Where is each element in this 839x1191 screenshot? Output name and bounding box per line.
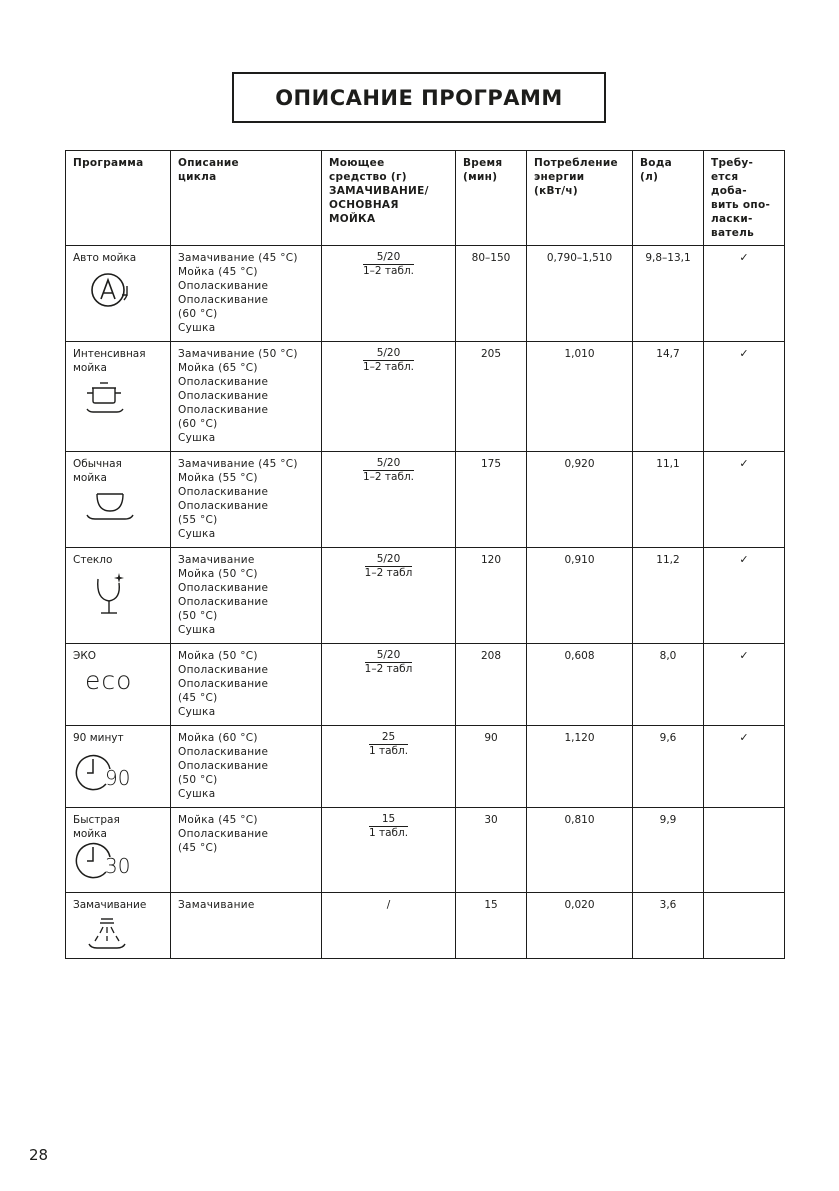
table-row <box>66 644 785 726</box>
program-cell <box>66 808 171 893</box>
rinse-cell: ✓ <box>704 246 785 342</box>
table-row <box>66 548 785 644</box>
energy-cell: 0,020 <box>527 893 633 959</box>
detergent-tablets: 1–2 табл <box>364 663 413 675</box>
detergent-amount: 5/20 <box>363 347 414 361</box>
program-cell <box>66 246 171 342</box>
detergent-cell <box>322 808 456 893</box>
detergent-fraction <box>369 813 408 840</box>
energy-cell: 0,810 <box>527 808 633 893</box>
description-cell: Замачивание (45 °C) Мойка (45 °C) Ополаскивание Ополаскивание (60 °C) Сушка <box>171 246 322 342</box>
program-cell <box>66 893 171 959</box>
time-cell: 120 <box>456 548 527 644</box>
program-cell <box>66 644 171 726</box>
table-row <box>66 342 785 452</box>
glass-icon <box>73 571 133 617</box>
detergent-tablets: 1 табл. <box>368 827 409 839</box>
water-cell: 14,7 <box>633 342 704 452</box>
program-cell <box>66 452 171 548</box>
table-header-row <box>66 151 785 246</box>
rinse-cell: ✓ <box>704 644 785 726</box>
program-name: ЭКО <box>73 650 97 662</box>
header-detergent: Моющее средство (г) ЗАМАЧИВАНИЕ/ ОСНОВНАЯ МОЙКА <box>322 151 456 246</box>
program-name: Авто мойка <box>73 252 137 264</box>
program-name: 90 минут <box>73 732 124 744</box>
program-name: Обычная мойка <box>73 458 122 484</box>
detergent-fraction <box>363 457 414 484</box>
water-cell: 9,8–13,1 <box>633 246 704 342</box>
detergent-amount: 15 <box>369 813 408 827</box>
description-cell: Замачивание Мойка (50 °C) Ополаскивание Ополаскивание (50 °C) Сушка <box>171 548 322 644</box>
programs-table <box>65 150 785 959</box>
pot-icon <box>73 379 143 415</box>
page-title: ОПИСАНИЕ ПРОГРАММ <box>232 72 606 123</box>
detergent-fraction <box>363 347 414 374</box>
rinse-cell <box>704 893 785 959</box>
energy-cell: 0,910 <box>527 548 633 644</box>
header-water: Вода (л) <box>633 151 704 246</box>
header-rinse: Требу- ется доба- вить опо- ласки- ватель <box>704 151 785 246</box>
detergent-cell: / <box>322 893 456 959</box>
rinse-cell <box>704 808 785 893</box>
detergent-cell <box>322 548 456 644</box>
table-row <box>66 246 785 342</box>
detergent-cell <box>322 246 456 342</box>
detergent-cell <box>322 342 456 452</box>
energy-cell: 0,920 <box>527 452 633 548</box>
detergent-amount: 5/20 <box>363 457 414 471</box>
detergent-fraction <box>365 553 413 580</box>
detergent-tablets: 1–2 табл. <box>362 265 415 277</box>
detergent-cell <box>322 452 456 548</box>
description-cell: Мойка (50 °C) Ополаскивание Ополаскивание (45 °C) Сушка <box>171 644 322 726</box>
water-cell: 9,9 <box>633 808 704 893</box>
description-cell: Замачивание <box>171 893 322 959</box>
table-row <box>66 452 785 548</box>
program-cell <box>66 548 171 644</box>
detergent-amount: 5/20 <box>365 553 413 567</box>
header-description: Описание цикла <box>171 151 322 246</box>
detergent-amount: 5/20 <box>363 251 414 265</box>
program-cell <box>66 726 171 808</box>
detergent-amount: 5/20 <box>365 649 413 663</box>
description-cell: Замачивание (50 °C) Мойка (65 °C) Ополаскивание Ополаскивание Ополаскивание (60 °C) Сушка <box>171 342 322 452</box>
time-cell: 208 <box>456 644 527 726</box>
table-row <box>66 726 785 808</box>
clock-90-label: 90 <box>105 766 131 790</box>
program-name: Интенсивная мойка <box>73 348 146 374</box>
table-row <box>66 893 785 959</box>
description-cell: Мойка (60 °C) Ополаскивание Ополаскивание (50 °C) Сушка <box>171 726 322 808</box>
rinse-cell: ✓ <box>704 452 785 548</box>
time-cell: 90 <box>456 726 527 808</box>
detergent-tablets: 1–2 табл <box>364 567 413 579</box>
detergent-cell <box>322 644 456 726</box>
rinse-cell: ✓ <box>704 548 785 644</box>
detergent-fraction <box>363 251 414 278</box>
detergent-cell <box>322 726 456 808</box>
detergent-tablets: 1–2 табл. <box>362 361 415 373</box>
page-number: 28 <box>29 1146 49 1164</box>
rinse-cell: ✓ <box>704 342 785 452</box>
time-cell: 30 <box>456 808 527 893</box>
time-cell: 205 <box>456 342 527 452</box>
table-row <box>66 808 785 893</box>
water-cell: 3,6 <box>633 893 704 959</box>
water-cell: 8,0 <box>633 644 704 726</box>
soak-icon <box>73 916 143 952</box>
water-cell: 9,6 <box>633 726 704 808</box>
bowl-icon <box>73 489 143 525</box>
program-name: Стекло <box>73 554 113 566</box>
rinse-cell: ✓ <box>704 726 785 808</box>
description-cell: Мойка (45 °C) Ополаскивание (45 °C) <box>171 808 322 893</box>
eco-icon: eco <box>85 666 133 695</box>
water-cell: 11,2 <box>633 548 704 644</box>
detergent-fraction <box>369 731 408 758</box>
energy-cell: 1,120 <box>527 726 633 808</box>
time-cell: 80–150 <box>456 246 527 342</box>
clock-90-icon <box>73 749 143 799</box>
detergent-fraction <box>365 649 413 676</box>
energy-cell: 0,608 <box>527 644 633 726</box>
auto-icon <box>87 269 147 311</box>
detergent-tablets: 1–2 табл. <box>362 471 415 483</box>
time-cell: 15 <box>456 893 527 959</box>
detergent-tablets: 1 табл. <box>368 745 409 757</box>
water-cell: 11,1 <box>633 452 704 548</box>
time-cell: 175 <box>456 452 527 548</box>
energy-cell: 1,010 <box>527 342 633 452</box>
clock-30-icon <box>73 841 143 887</box>
header-program: Программа <box>66 151 171 246</box>
clock-30-label: 30 <box>105 854 131 878</box>
header-energy: Потребление энергии (кВт/ч) <box>527 151 633 246</box>
program-name: Быстрая мойка <box>73 814 120 840</box>
header-time: Время (мин) <box>456 151 527 246</box>
detergent-amount: 25 <box>369 731 408 745</box>
energy-cell: 0,790–1,510 <box>527 246 633 342</box>
description-cell: Замачивание (45 °C) Мойка (55 °C) Ополаскивание Ополаскивание (55 °C) Сушка <box>171 452 322 548</box>
program-cell <box>66 342 171 452</box>
program-name: Замачивание <box>73 899 147 911</box>
